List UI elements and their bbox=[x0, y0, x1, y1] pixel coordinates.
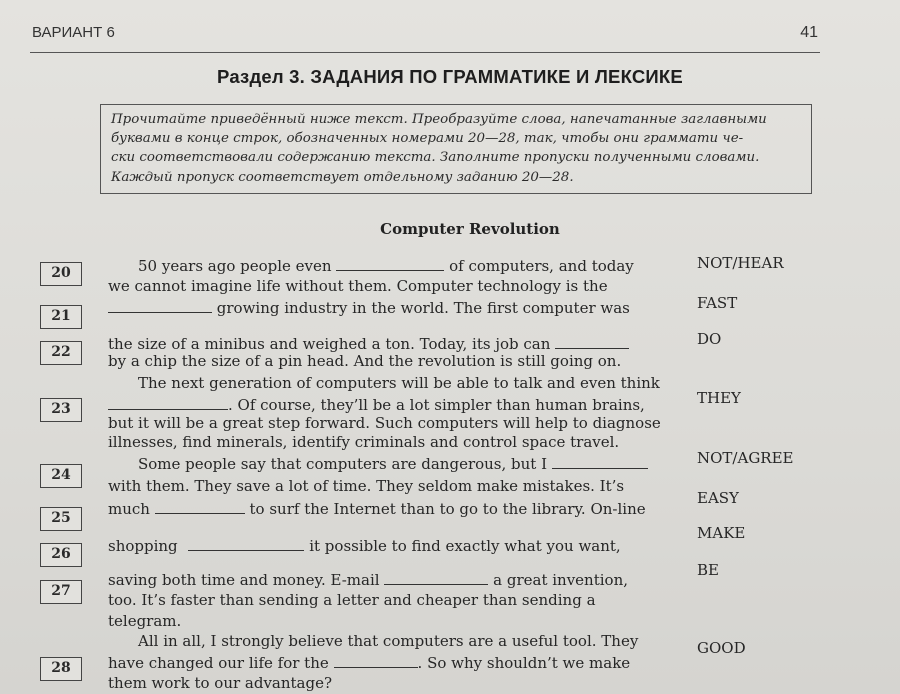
keyword-27: BE bbox=[697, 561, 719, 579]
keyword-23: THEY bbox=[697, 389, 741, 407]
page-header bbox=[30, 22, 820, 53]
section-title: Раздел 3. ЗАДАНИЯ ПО ГРАММАТИКЕ И ЛЕКСИКЕ bbox=[217, 66, 683, 87]
text-line: have changed our life for the . So why shouldn’t we make bbox=[108, 654, 631, 672]
text-line: the size of a minibus and weighed a ton. Today, its job can bbox=[108, 335, 629, 353]
keyword-28: GOOD bbox=[697, 639, 746, 657]
answer-blank-22 bbox=[555, 335, 629, 349]
instruction-line: буквами в конце строк, обозначенных номерами 20—28, так, чтобы они граммати че- bbox=[111, 131, 744, 147]
task-number-20: 20 bbox=[40, 262, 82, 286]
text-line: . Of course, they’ll be a lot simpler than human brains, bbox=[108, 396, 645, 414]
text-line: saving both time and money. E-mail a great invention, bbox=[108, 571, 628, 589]
keyword-20: NOT/HEAR bbox=[697, 254, 784, 272]
task-number-24: 24 bbox=[40, 464, 82, 488]
task-number-22: 22 bbox=[40, 341, 82, 365]
text-line: shopping it possible to find exactly what you want, bbox=[108, 537, 621, 555]
instruction-line: ски соответствовали содержанию текста. Заполните пропуски полученными словами. bbox=[111, 150, 760, 166]
instruction-line: Прочитайте приведённый ниже текст. Преобразуйте слова, напечатанные заглавными bbox=[111, 112, 767, 127]
instructions-box bbox=[100, 104, 812, 194]
text-line: we cannot imagine life without them. Computer technology is the bbox=[108, 277, 608, 295]
answer-blank-21 bbox=[108, 299, 212, 313]
text-line: growing industry in the world. The first computer was bbox=[108, 299, 630, 317]
variant-label: ВАРИАНТ 6 bbox=[32, 24, 115, 41]
page-number: 41 bbox=[800, 24, 818, 41]
text-title: Computer Revolution bbox=[380, 220, 560, 238]
answer-blank-27 bbox=[384, 571, 488, 585]
answer-blank-23 bbox=[108, 396, 228, 410]
answer-blank-24 bbox=[552, 455, 648, 469]
text-line: Some people say that computers are dangerous, but I bbox=[108, 455, 648, 473]
keyword-24: NOT/AGREE bbox=[697, 449, 794, 467]
keyword-25: EASY bbox=[697, 489, 739, 507]
text-line: by a chip the size of a pin head. And the revolution is still going on. bbox=[108, 352, 622, 370]
task-number-25: 25 bbox=[40, 507, 82, 531]
text-line: telegram. bbox=[108, 612, 182, 630]
instruction-line: Каждый пропуск соответствует отдельному заданию 20—28. bbox=[111, 169, 574, 185]
answer-blank-28 bbox=[334, 654, 418, 668]
keyword-22: DO bbox=[697, 330, 722, 348]
task-number-23: 23 bbox=[40, 398, 82, 422]
text-line: All in all, I strongly believe that computers are a useful tool. They bbox=[138, 632, 639, 650]
task-number-21: 21 bbox=[40, 305, 82, 329]
task-number-28: 28 bbox=[40, 657, 82, 681]
keyword-21: FAST bbox=[697, 294, 738, 312]
task-number-27: 27 bbox=[40, 580, 82, 604]
text-line: much to surf the Internet than to go to the library. On-line bbox=[108, 500, 646, 518]
task-number-26: 26 bbox=[40, 543, 82, 567]
answer-blank-25 bbox=[155, 500, 245, 514]
text-line: with them. They save a lot of time. They seldom make mistakes. It’s bbox=[108, 477, 625, 495]
text-line: The next generation of computers will be able to talk and even think bbox=[138, 374, 660, 392]
answer-blank-26 bbox=[188, 537, 304, 551]
text-line: too. It’s faster than sending a letter and cheaper than sending a bbox=[108, 591, 596, 609]
text-line: them work to our advantage? bbox=[108, 674, 333, 692]
text-line: but it will be a great step forward. Such computers will help to diagnose bbox=[108, 414, 661, 432]
keyword-26: MAKE bbox=[697, 524, 746, 542]
text-line: illnesses, find minerals, identify criminals and control space travel. bbox=[108, 433, 620, 451]
answer-blank-20 bbox=[336, 257, 444, 271]
text-line: 50 years ago people even of computers, and today bbox=[138, 257, 634, 275]
